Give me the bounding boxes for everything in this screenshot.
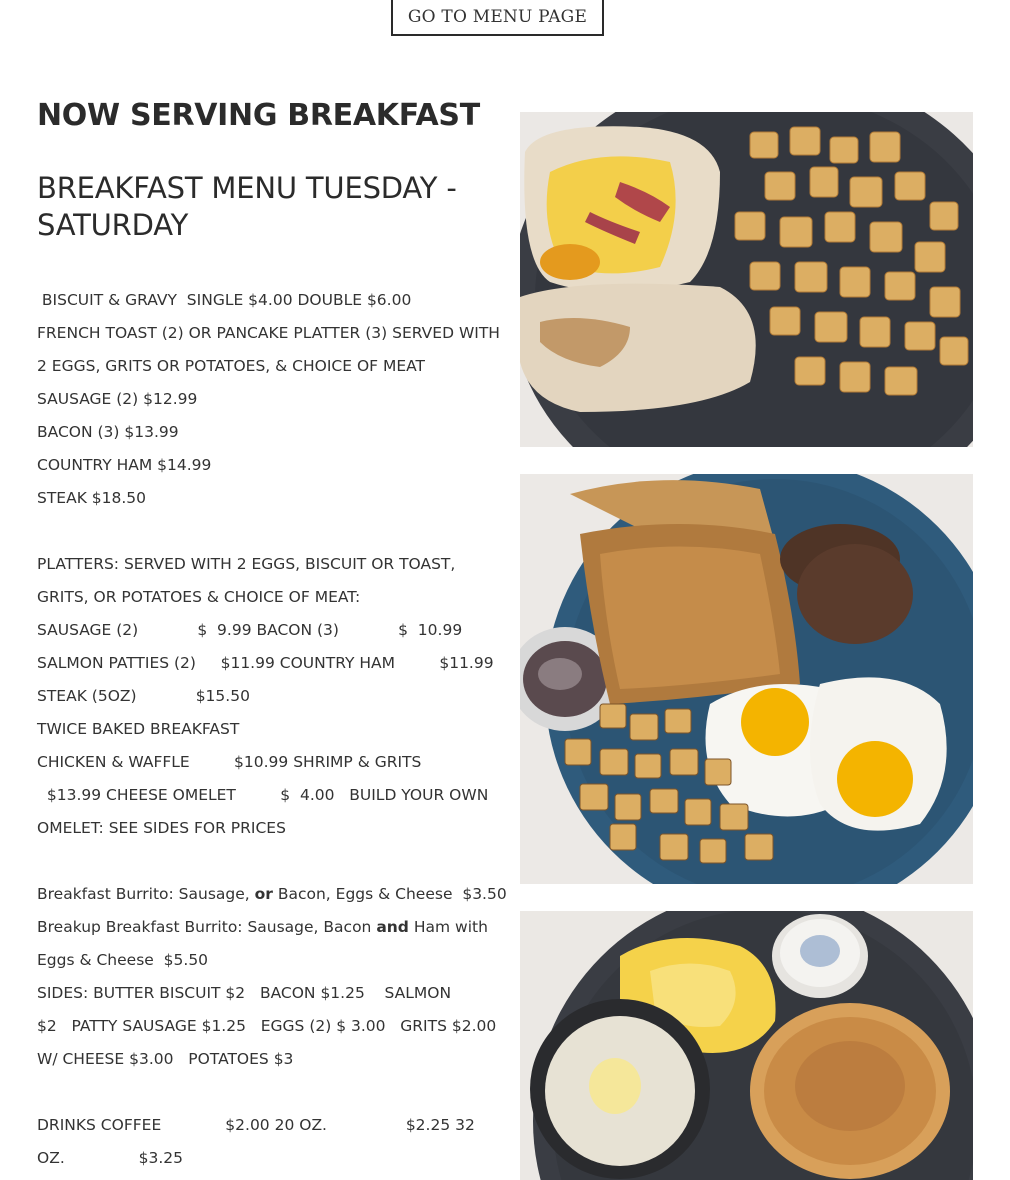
menu-line: PLATTERS: SERVED WITH 2 EGGS, BISCUIT OR TOAST, [37,555,456,573]
menu-line: STEAK (5OZ) $15.50 [37,687,250,705]
menu-line: GRITS, OR POTATOES & CHOICE OF MEAT: [37,588,361,606]
burrito-plate-image [520,112,973,447]
text-part: Breakfast Burrito: Sausage, [37,885,255,903]
bold-text: or [254,885,273,903]
menu-line: CHICKEN & WAFFLE $10.99 SHRIMP & GRITS [37,753,422,771]
french-toast-plate-image [520,474,973,884]
menu-line: STEAK $18.50 [37,489,147,507]
menu-line: FRENCH TOAST (2) OR PANCAKE PLATTER (3) SERVED WITH [37,324,500,342]
menu-line: SIDES: BUTTER BISCUIT $2 BACON $1.25 SALMON [37,984,452,1002]
menu-line: Eggs & Cheese $5.50 [37,951,209,969]
menu-items [37,284,507,1175]
bold-text: and [376,918,409,936]
menu-subtitle [37,170,497,244]
burrito-photo [520,112,973,447]
menu-line: W/ CHEESE $3.00 POTATOES $3 [37,1050,294,1068]
menu-line: SAUSAGE (2) $ 9.99 BACON (3) $ 10.99 [37,621,463,639]
text-part: Bacon, Eggs & Cheese $3.50 [272,885,507,903]
menu-line: BISCUIT & GRAVY SINGLE $4.00 DOUBLE $6.00 [37,291,412,309]
menu-line: TWICE BAKED BREAKFAST [37,720,240,738]
spacer [37,515,497,548]
text-part: Breakup Breakfast Burrito: Sausage, Bacon [37,918,377,936]
menu-line: DRINKS COFFEE $2.00 20 OZ. $2.25 32 [37,1116,475,1134]
spacer [37,1076,497,1109]
menu-line: 2 EGGS, GRITS OR POTATOES, & CHOICE OF MEAT [37,357,426,375]
menu-line: COUNTRY HAM $14.99 [37,456,212,474]
subtitle-line-2: SATURDAY [37,208,189,242]
menu-line: $2 PATTY SAUSAGE $1.25 EGGS (2) $ 3.00 GRITS $2.00 [37,1017,497,1035]
go-to-menu-page-button[interactable]: GO TO MENU PAGE [391,0,604,36]
menu-line: BACON (3) $13.99 [37,423,179,441]
menu-line: OMELET: SEE SIDES FOR PRICES [37,819,286,837]
spacer [37,845,497,878]
text-part: Ham with [408,918,488,936]
french-toast-photo [520,474,973,884]
subtitle-line-1: BREAKFAST MENU TUESDAY - [37,171,457,205]
menu-line [37,911,497,944]
menu-content [37,96,507,1175]
pancake-plate-image [520,911,973,1180]
menu-line: OZ. $3.25 [37,1149,184,1167]
menu-line [37,878,507,911]
menu-line: $13.99 CHEESE OMELET $ 4.00 BUILD YOUR OWN [37,786,489,804]
menu-line: SAUSAGE (2) $12.99 [37,390,198,408]
page-title: NOW SERVING BREAKFAST [37,98,480,133]
pancake-photo [520,911,973,1180]
menu-line: SALMON PATTIES (2) $11.99 COUNTRY HAM $11.99 [37,654,494,672]
